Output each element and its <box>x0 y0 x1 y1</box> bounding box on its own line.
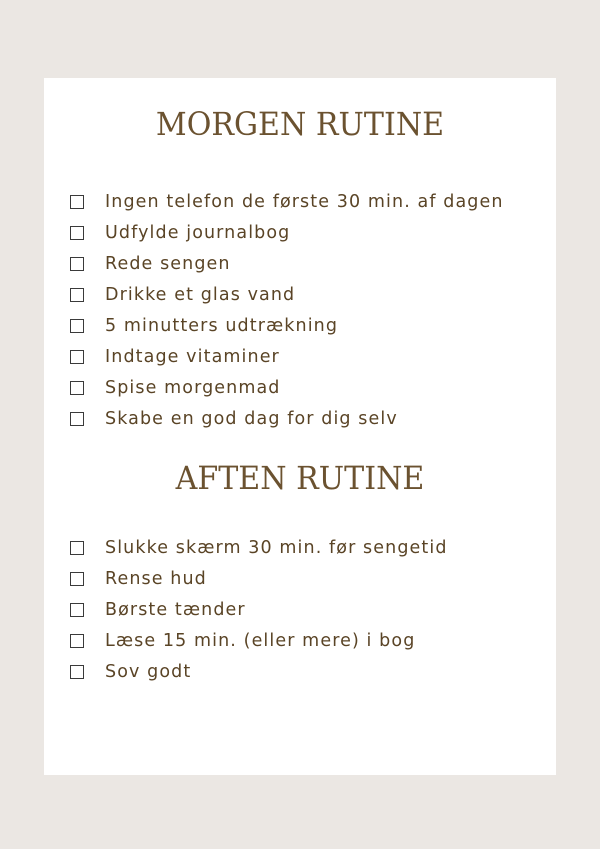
morning-routine-title: MORGEN RUTINE <box>155 105 445 143</box>
morning-item[interactable] <box>70 310 504 341</box>
evening-item-label: Læse 15 min. (eller mere) i bog <box>105 630 416 651</box>
evening-item-label: Sov godt <box>105 661 192 682</box>
checkbox[interactable] <box>70 226 84 240</box>
morning-item-label: Drikke et glas vand <box>105 284 296 305</box>
checkbox[interactable] <box>70 381 84 395</box>
checkbox[interactable] <box>70 195 84 209</box>
checkbox[interactable] <box>70 288 84 302</box>
morning-item[interactable] <box>70 279 504 310</box>
morning-item-label: Udfylde journalbog <box>105 222 291 243</box>
checkbox[interactable] <box>70 319 84 333</box>
evening-item-label: Børste tænder <box>105 599 246 620</box>
evening-item[interactable] <box>70 532 448 563</box>
morning-item-label: 5 minutters udtrækning <box>105 315 339 336</box>
morning-checklist <box>70 186 504 434</box>
checkbox[interactable] <box>70 257 84 271</box>
checkbox[interactable] <box>70 572 84 586</box>
checkbox[interactable] <box>70 634 84 648</box>
morning-item[interactable] <box>70 403 504 434</box>
checkbox[interactable] <box>70 603 84 617</box>
checkbox[interactable] <box>70 665 84 679</box>
checkbox[interactable] <box>70 412 84 426</box>
morning-item[interactable] <box>70 186 504 217</box>
morning-item-label: Rede sengen <box>105 253 231 274</box>
morning-item-label: Indtage vitaminer <box>105 346 280 367</box>
evening-item[interactable] <box>70 594 448 625</box>
morning-item[interactable] <box>70 248 504 279</box>
evening-checklist <box>70 532 448 687</box>
morning-item[interactable] <box>70 217 504 248</box>
evening-routine-title: AFTEN RUTINE <box>175 459 425 497</box>
evening-item-label: Rense hud <box>105 568 207 589</box>
morning-item-label: Skabe en god dag for dig selv <box>105 408 398 429</box>
checklist-card <box>44 78 556 775</box>
checkbox[interactable] <box>70 350 84 364</box>
evening-item[interactable] <box>70 656 448 687</box>
morning-item[interactable] <box>70 341 504 372</box>
morning-item-label: Spise morgenmad <box>105 377 281 398</box>
morning-item[interactable] <box>70 372 504 403</box>
checkbox[interactable] <box>70 541 84 555</box>
morning-item-label: Ingen telefon de første 30 min. af dagen <box>105 191 504 212</box>
evening-item-label: Slukke skærm 30 min. før sengetid <box>105 537 448 558</box>
evening-item[interactable] <box>70 563 448 594</box>
evening-item[interactable] <box>70 625 448 656</box>
